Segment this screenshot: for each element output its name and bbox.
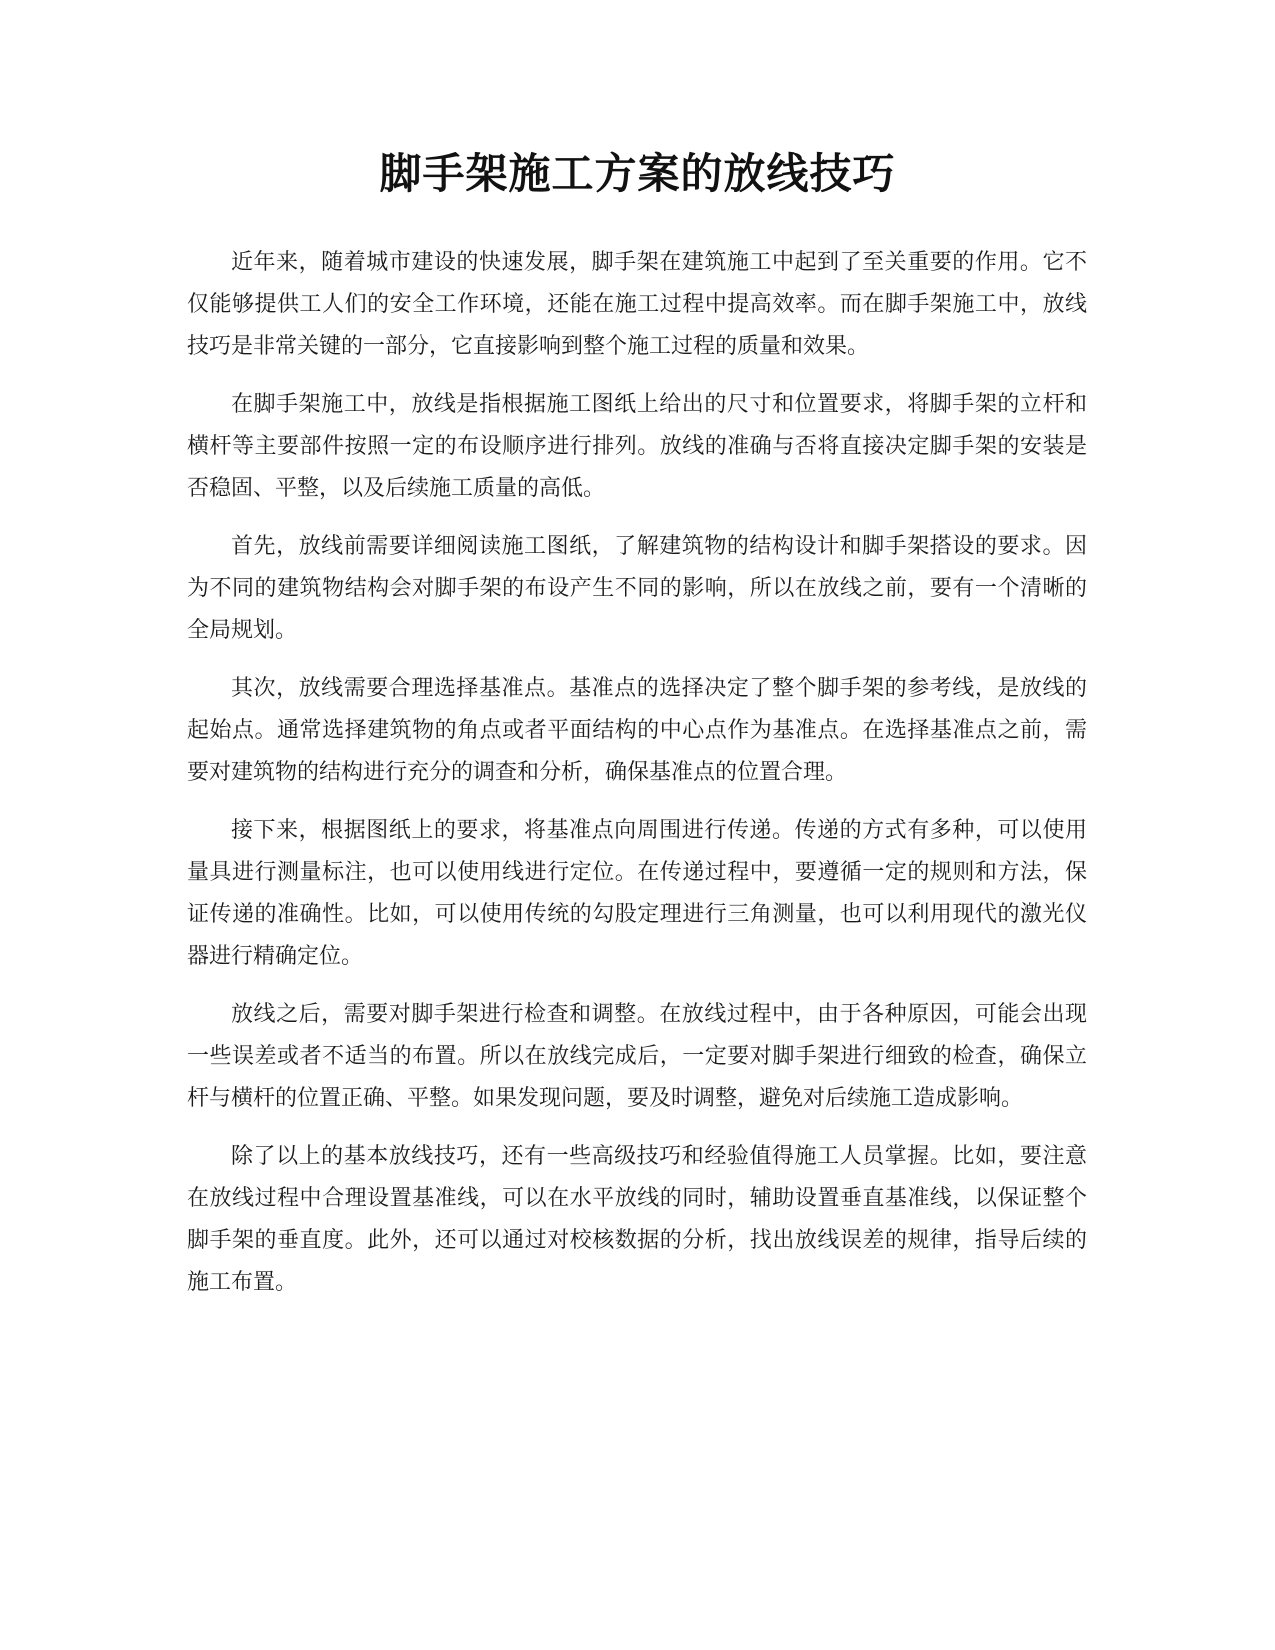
paragraph-7: 除了以上的基本放线技巧，还有一些高级技巧和经验值得施工人员掌握。比如，要注意在放线过程中合理设置基准线，可以在水平放线的同时，辅助设置垂直基准线，以保证整个脚手架的垂直度。此外，还可以通过对校核数据的分析，找出放线误差的规律，指导后续的施工布置。 [187, 1144, 1087, 1295]
paragraph-3: 首先，放线前需要详细阅读施工图纸，了解建筑物的结构设计和脚手架搭设的要求。因为不同的建筑物结构会对脚手架的布设产生不同的影响，所以在放线之前，要有一个清晰的全局规划。 [187, 534, 1087, 643]
paragraph-5: 接下来，根据图纸上的要求，将基准点向周围进行传递。传递的方式有多种，可以使用量具进行测量标注，也可以使用线进行定位。在传递过程中，要遵循一定的规则和方法，保证传递的准确性。比如，可以使用传统的勾股定理进行三角测量，也可以利用现代的激光仪器进行精确定位。 [187, 818, 1087, 969]
paragraph-2: 在脚手架施工中，放线是指根据施工图纸上给出的尺寸和位置要求，将脚手架的立杆和横杆等主要部件按照一定的布设顺序进行排列。放线的准确与否将直接决定脚手架的安装是否稳固、平整，以及后续施工质量的高低。 [187, 392, 1087, 501]
document-body [187, 242, 1087, 1320]
paragraph-4: 其次，放线需要合理选择基准点。基准点的选择决定了整个脚手架的参考线，是放线的起始点。通常选择建筑物的角点或者平面结构的中心点作为基准点。在选择基准点之前，需要对建筑物的结构进行充分的调查和分析，确保基准点的位置合理。 [187, 676, 1087, 785]
document-title: 脚手架施工方案的放线技巧 [379, 149, 896, 198]
paragraph-6: 放线之后，需要对脚手架进行检查和调整。在放线过程中，由于各种原因，可能会出现一些误差或者不适当的布置。所以在放线完成后，一定要对脚手架进行细致的检查，确保立杆与横杆的位置正确、平整。如果发现问题，要及时调整，避免对后续施工造成影响。 [187, 1002, 1087, 1111]
paragraph-1: 近年来，随着城市建设的快速发展，脚手架在建筑施工中起到了至关重要的作用。它不仅能够提供工人们的安全工作环境，还能在施工过程中提高效率。而在脚手架施工中，放线技巧是非常关键的一部分，它直接影响到整个施工过程的质量和效果。 [187, 250, 1087, 359]
